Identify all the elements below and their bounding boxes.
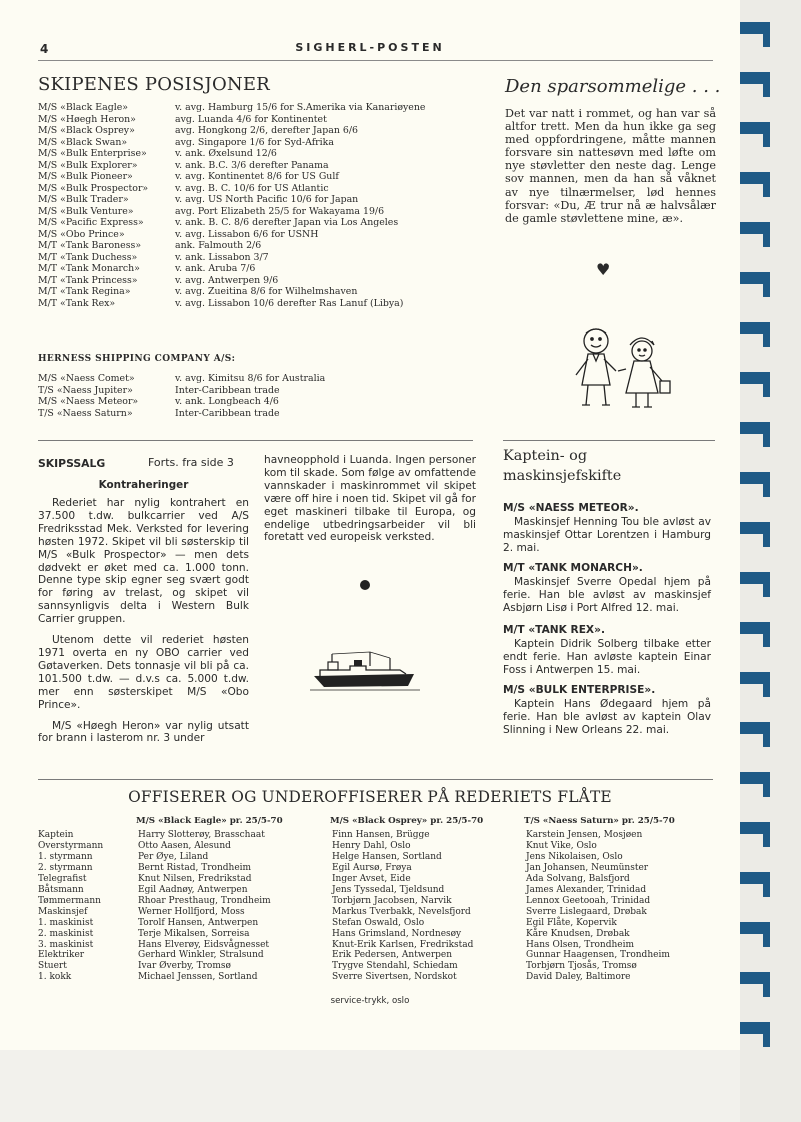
ship-name: T/S «Naess Saturn»: [38, 407, 133, 419]
rank-label: Tømmermann: [38, 895, 101, 906]
couple-cartoon-icon: [566, 323, 676, 413]
page-number: 4: [40, 42, 49, 56]
bullet-dot: [360, 580, 370, 590]
rank-label: 3. maskinist: [38, 939, 94, 950]
ship-name: M/S «Black Eagle»: [38, 102, 129, 113]
crew-member: Jens Tyssedal, Tjeldsund: [332, 884, 445, 895]
crew-member: Egil Aursø, Frøya: [332, 862, 412, 873]
section-divider-left: [38, 440, 473, 441]
ship-location: Inter-Caribbean trade: [175, 384, 280, 396]
skipssalg-column-2: [264, 454, 476, 544]
ship-location: v. avg. Kontinentet 8/6 for US Gulf: [175, 171, 339, 182]
story-text: Det var natt i rommet, og han var så altfor trett. Men da hun ikke ga seg med oppfordringene, måtte mannen forsvare sin nattesøvn med løfte om nye støvletter den neste dag. Lenge sov mannen, men da han så våknet av nye tilnærmelser, lød hennes forsvar: «Du, Æ trur nå æ halvsålær de gamle støvlettene mine, æ».: [505, 107, 716, 225]
ship-column-header: M/S «Black Osprey» pr. 25/5-70: [330, 816, 484, 826]
ship-name: M/S «Bulk Pioneer»: [38, 171, 133, 182]
herness-heading: HERNESS SHIPPING COMPANY A/S:: [38, 354, 236, 364]
ship-name: M/S «Black Osprey»: [38, 125, 135, 136]
ship-location: v. ank. Lissabon 3/7: [175, 251, 269, 263]
crew-member: Bernt Ristad, Trondheim: [138, 862, 252, 873]
crew-member: Egil Flåte, Kopervik: [526, 917, 617, 928]
crew-member: Sverre Lislegaard, Drøbak: [526, 906, 647, 917]
ship-name: M/S «Høegh Heron»: [38, 113, 136, 125]
crew-member: Jens Nikolaisen, Oslo: [526, 851, 623, 862]
ship-location: avg. Hongkong 2/6, derefter Japan 6/6: [175, 125, 358, 136]
crew-change-ship: M/T «TANK MONARCH».: [503, 562, 643, 574]
crew-changes-heading-line: Kaptein- og: [503, 448, 588, 464]
rank-label: Maskinsjef: [38, 906, 88, 917]
crew-changes-heading-line: maskinsjefskifte: [503, 468, 622, 484]
skipssalg-continued: Forts. fra side 3: [148, 456, 234, 469]
crew-change-text: Kaptein Hans Ødegaard hjem på ferie. Han ble avløst av kaptein Olav Slinning i New Orleans 22. mai.: [503, 698, 711, 736]
crew-member: Sverre Sivertsen, Nordskot: [332, 972, 457, 983]
rank-label: Telegrafist: [38, 873, 87, 884]
ship-location: v. ank. Aruba 7/6: [175, 263, 256, 274]
crew-change-ship: M/T «TANK REX».: [503, 624, 605, 636]
crew-change-text: Maskinsjef Sverre Opedal hjem på ferie. Han ble avløst av maskinsjef Asbjørn Lisø i Port Alfred 12. mai.: [503, 576, 711, 614]
officers-divider: [38, 779, 713, 780]
ship-name: M/S «Bulk Trader»: [38, 194, 129, 205]
ship-location: v. avg. Lissabon 6/6 for USNH: [175, 228, 319, 240]
rank-label: Kaptein: [38, 830, 74, 840]
ship-location: v. avg. Antwerpen 9/6: [175, 274, 279, 286]
crew-member: Kåre Knudsen, Drøbak: [526, 928, 630, 939]
crew-member: Torbjørn Tjosås, Tromsø: [526, 961, 637, 972]
rank-label: Båtsmann: [38, 884, 84, 895]
crew-member: Ada Solvang, Balsfjord: [526, 873, 630, 884]
printer-credit: service-trykk, oslo: [330, 996, 410, 1006]
ship-location: avg. Port Elizabeth 25/5 for Wakayama 19/6: [175, 205, 385, 217]
crew-member: Erik Pedersen, Antwerpen: [332, 950, 453, 961]
ship-name: M/S «Bulk Explorer»: [38, 159, 138, 171]
crew-member: Gunnar Haagensen, Trondheim: [526, 950, 670, 961]
ship-name: M/S «Bulk Venture»: [38, 205, 134, 217]
crew-member: David Daley, Baltimore: [526, 972, 631, 983]
ship-name: M/T «Tank Rex»: [38, 297, 116, 309]
rank-label: 1. maskinist: [38, 917, 94, 928]
crew-member: Ivar Øverby, Tromsø: [138, 961, 231, 972]
crew-member: Inger Avset, Eide: [332, 873, 411, 884]
crew-member: Helge Hansen, Sortland: [332, 851, 442, 862]
rank-label: Overstyrmann: [38, 840, 104, 851]
ship-location: v. avg. Hamburg 15/6 for S.Amerika via Kanariøyene: [175, 102, 426, 113]
skipssalg-paragraph: Utenom dette vil rederiet høsten 1971 overta en ny OBO carrier ved Gøtaverken. Dets tonnasje vil bli på ca. 101.500 t.dw. — d.v.s ca. 5.000 t.dw. mer enn søsterskipet M/S «Obo Prince».: [38, 634, 249, 711]
crew-member: Trygve Stendahl, Schiedam: [332, 961, 458, 972]
crew-member: Torolf Hansen, Antwerpen: [138, 917, 259, 928]
ship-name: M/S «Obo Prince»: [38, 228, 125, 240]
positions-heading: SKIPENES POSISJONER: [38, 74, 270, 95]
crew-change-ship: M/S «NAESS METEOR».: [503, 502, 639, 514]
ship-location: v. ank. B.C. 3/6 derefter Panama: [175, 159, 329, 171]
crew-member: James Alexander, Trinidad: [526, 884, 647, 895]
rank-label: 2. styrmann: [38, 862, 93, 873]
crew-member: Hans Olsen, Trondheim: [526, 939, 635, 950]
ship-name: M/S «Black Swan»: [38, 136, 128, 148]
crew-member: Harry Slotterøy, Brasschaat: [138, 830, 265, 840]
crew-member: Knut Nilsen, Fredrikstad: [138, 873, 252, 884]
crew-change-text: Maskinsjef Henning Tou ble avløst av maskinsjef Ottar Lorentzen i Hamburg 2. mai.: [503, 516, 711, 554]
newsletter-title: SIGHERL-POSTEN: [295, 41, 445, 54]
skipssalg-paragraph: M/S «Høegh Heron» var nylig utsatt for brann i lasterom nr. 3 under: [38, 719, 249, 745]
crew-member: Per Øye, Liland: [138, 851, 209, 862]
ship-location: ank. Falmouth 2/6: [175, 240, 262, 251]
crew-member: Karstein Jensen, Mosjøen: [526, 830, 643, 840]
crew-member: Otto Aasen, Alesund: [138, 840, 231, 851]
ship-crew-column: [138, 830, 271, 983]
rank-column: [38, 830, 103, 983]
ship-location: v. ank. B. C. 8/6 derefter Japan via Los Angeles: [175, 217, 399, 228]
skipssalg-paragraph: Rederiet har nylig kontrahert en 37.500 t.dw. bulkcarrier ved A/S Fredriksstad Mek. Verksted for levering høsten 1972. Skipet vil bli søsterskip til M/S «Bulk Prospector» — men dets dødvekt er øket med ca. 1.000 tonn. Denne type skip egner seg svært godt for føring av trelast, og skipet vil sannsynligvis delta i Western Bulk Carrier gruppen.: [38, 497, 249, 626]
crew-member: Hans Elverøy, Eidsvågnesset: [138, 939, 270, 950]
ship-name: M/S «Bulk Enterprise»: [38, 148, 147, 159]
ship-location: v. avg. B. C. 10/6 for US Atlantic: [175, 182, 329, 194]
story-title: Den sparsommelige . . .: [505, 76, 721, 97]
heart-ornament-icon: ♥: [596, 260, 611, 279]
ship-location: v. avg. US North Pacific 10/6 for Japan: [175, 194, 359, 205]
ship-name: M/T «Tank Princess»: [38, 274, 138, 286]
crew-member: Henry Dahl, Oslo: [332, 840, 411, 851]
crew-member: Jan Johansen, Neumünster: [526, 862, 649, 873]
section-divider-right: [503, 440, 715, 441]
officers-heading: OFFISERER OG UNDEROFFISERER PÅ REDERIETS FLÅTE: [128, 788, 612, 806]
crew-member: Knut Vike, Oslo: [526, 840, 597, 851]
crew-member: Hans Grimsland, Nordnesøy: [332, 928, 462, 939]
crew-member: Markus Tverbakk, Nevelsfjord: [332, 906, 471, 917]
ship-location: v. ank. Øxelsund 12/6: [175, 148, 277, 159]
ship-name: M/S «Naess Meteor»: [38, 396, 139, 407]
ship-name: M/T «Tank Regina»: [38, 286, 131, 297]
ship-location: v. avg. Kimitsu 8/6 for Australia: [175, 373, 326, 384]
crew-member: Terje Mikalsen, Sorreisa: [138, 928, 250, 939]
ship-name: M/T «Tank Baroness»: [38, 240, 142, 251]
crew-changes-heading: [503, 446, 621, 486]
ship-location: avg. Singapore 1/6 for Syd-Afrika: [175, 136, 334, 148]
ship-name: T/S «Naess Jupiter»: [38, 384, 133, 396]
crew-change-ship: M/S «BULK ENTERPRISE».: [503, 684, 656, 696]
rank-label: 2. maskinist: [38, 928, 94, 939]
ship-column-header: T/S «Naess Saturn» pr. 25/5-70: [524, 816, 675, 826]
crew-member: Werner Hollfjord, Moss: [138, 906, 245, 917]
crew-member: Michael Jenssen, Sortland: [138, 972, 258, 983]
ship-location: v. avg. Lissabon 10/6 derefter Ras Lanuf (Libya): [175, 297, 404, 309]
crew-member: Egil Aadnøy, Antwerpen: [138, 884, 248, 895]
ship-name: M/S «Naess Comet»: [38, 373, 135, 384]
ship-name: M/T «Tank Duchess»: [38, 251, 138, 263]
crew-member: Torbjørn Jacobsen, Narvik: [332, 895, 452, 906]
ship-name: M/S «Pacific Express»: [38, 217, 144, 228]
ship-column-header: M/S «Black Eagle» pr. 25/5-70: [136, 816, 283, 826]
crew-member: Finn Hansen, Brügge: [332, 830, 430, 840]
rank-label: 1. kokk: [38, 972, 72, 983]
ship-location: Inter-Caribbean trade: [175, 407, 280, 419]
ship-crew-column: [526, 830, 670, 983]
ship-location: v. avg. Zueitina 8/6 for Wilhelmshaven: [175, 286, 358, 297]
skipssalg-heading: SKIPSSALG: [38, 457, 106, 470]
skipssalg-column-1: [38, 497, 249, 745]
kontraheringer-subheading: Kontraheringer: [98, 479, 189, 491]
crew-member: Gerhard Winkler, Stralsund: [138, 950, 264, 961]
rank-label: Elektriker: [38, 950, 85, 961]
crew-member: Knut-Erik Karlsen, Fredrikstad: [332, 939, 474, 950]
crew-member: Lennox Geetooah, Trinidad: [526, 895, 651, 906]
ship-location: v. ank. Longbeach 4/6: [175, 396, 279, 407]
ship-crew-column: [332, 830, 473, 983]
rank-label: Stuert: [38, 961, 67, 972]
crew-member: Stefan Oswald, Oslo: [332, 917, 425, 928]
ship-name: M/T «Tank Monarch»: [38, 263, 140, 274]
ship-name: M/S «Bulk Prospector»: [38, 182, 149, 194]
spiral-binding: [740, 0, 801, 1122]
crew-member: Rhoar Presthaug, Trondheim: [138, 895, 271, 906]
skipssalg-paragraph: havneopphold i Luanda. Ingen personer kom til skade. Som følge av omfattende vannskader i maskinrommet vil skipet være off hire i noen tid. Skipet vil gå for eget maskineri tilbake til Europa, og endelige utbedringsarbeider vil bli foretatt ved europeisk verksted.: [264, 454, 476, 544]
ship-illustration-icon: [310, 648, 420, 693]
crew-change-text: Kaptein Didrik Solberg tilbake etter endt ferie. Han avløste kaptein Einar Foss i Antwerpen 15. mai.: [503, 638, 711, 676]
rank-label: 1. styrmann: [38, 851, 93, 862]
header-divider: [38, 60, 713, 61]
ship-location: avg. Luanda 4/6 for Kontinentet: [175, 113, 327, 125]
